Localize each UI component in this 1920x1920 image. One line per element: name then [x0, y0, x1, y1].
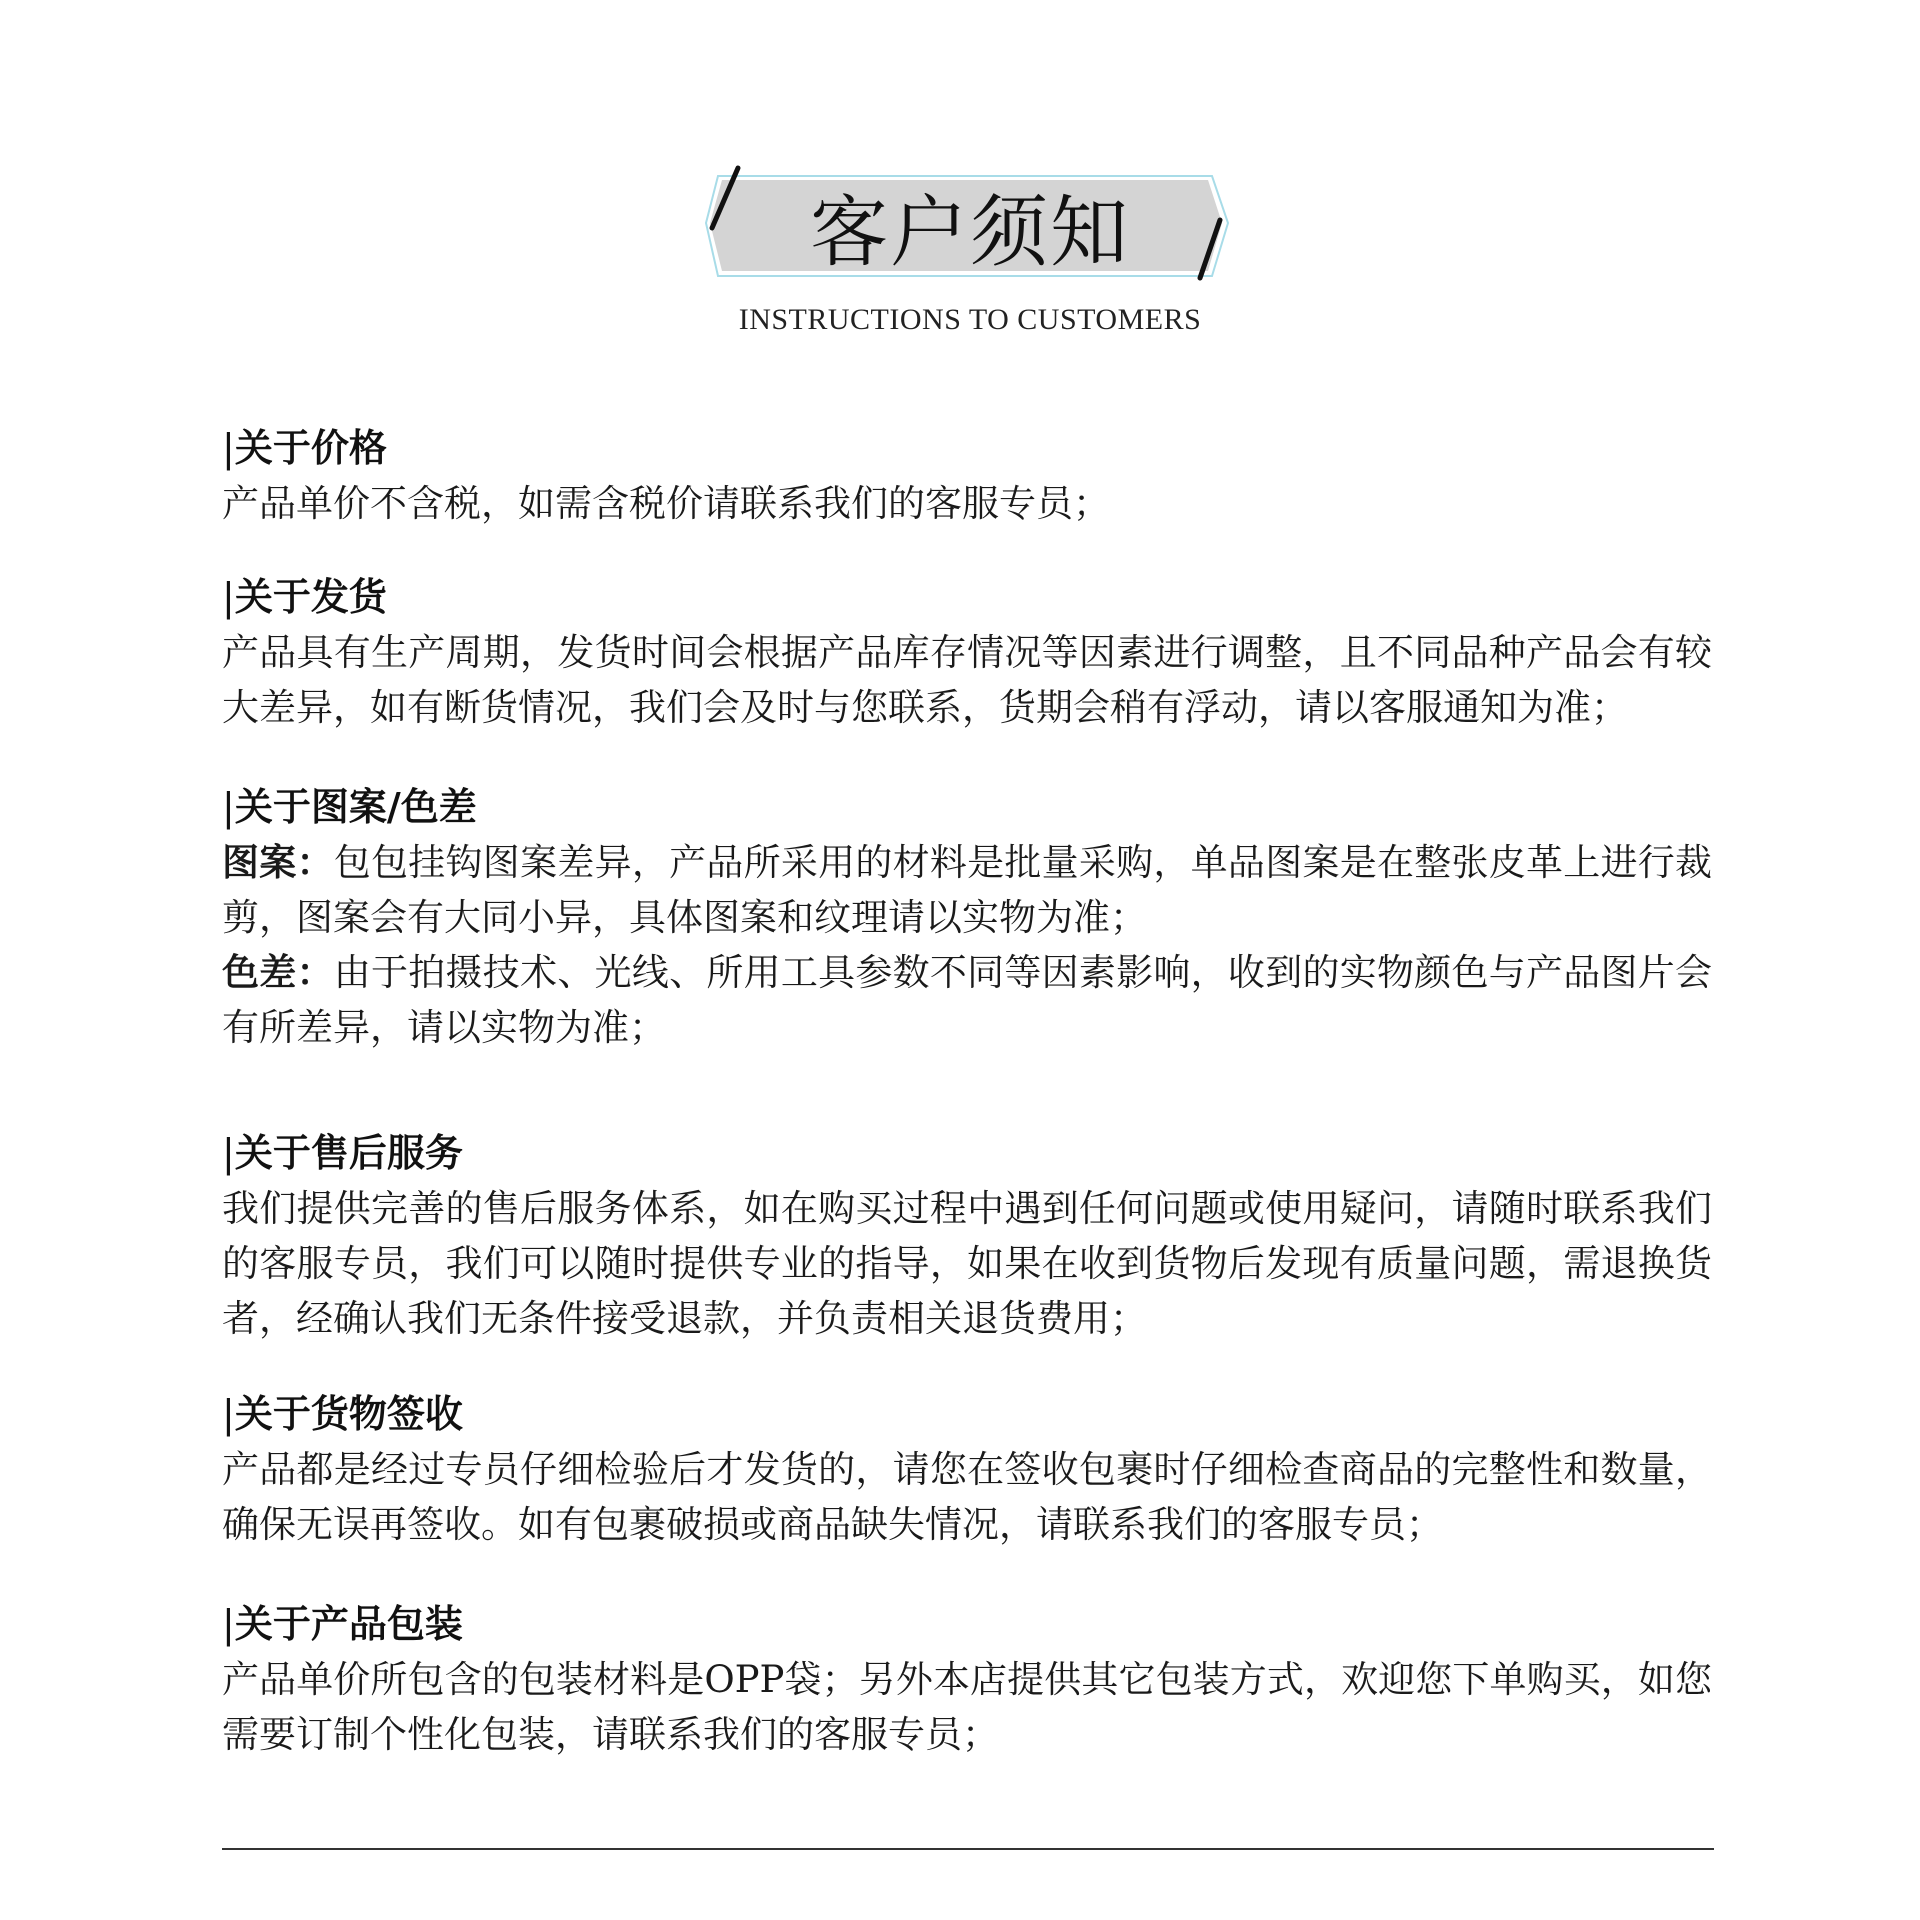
heading-bar: | [222, 426, 235, 470]
heading-text: 关于图案/色差 [234, 785, 477, 829]
section-pattern-color [222, 779, 1712, 1055]
page-title: 客户须知 [809, 188, 1130, 278]
item-label: 图案： [222, 841, 334, 884]
section-price [222, 420, 1712, 531]
section-paragraph: 产品单价不含税，如需含税价请联系我们的客服专员； [222, 482, 1110, 525]
heading-bar: | [222, 1392, 235, 1436]
section-heading [222, 1596, 1712, 1652]
section-heading [222, 779, 1712, 835]
section-paragraph: 产品单价所包含的包装材料是OPP袋；另外本店提供其它包装方式，欢迎您下单购买，如您需要订制个性化包装，请联系我们的客服专员； [222, 1658, 1712, 1756]
heading-text: 关于产品包装 [234, 1602, 463, 1646]
color-diff-item [222, 945, 1712, 1055]
section-heading [222, 569, 1712, 625]
page-subtitle: INSTRUCTIONS TO CUSTOMERS [738, 303, 1202, 336]
notice-content [222, 420, 1712, 1762]
section-paragraph: 产品都是经过专员仔细检验后才发货的，请您在签收包裹时仔细检查商品的完整性和数量，确保无误再签收。如有包裹破损或商品缺失情况，请联系我们的客服专员； [222, 1448, 1712, 1546]
section-heading [222, 1125, 1712, 1181]
heading-text: 关于发货 [234, 575, 387, 619]
section-heading [222, 1386, 1712, 1442]
item-text: 由于拍摄技术、光线、所用工具参数不同等因素影响，收到的实物颜色与产品图片会有所差异，请以实物为准； [222, 951, 1713, 1049]
section-heading [222, 420, 1712, 476]
item-text: 包包挂钩图案差异，产品所采用的材料是批量采购，单品图案是在整张皮革上进行裁剪，图案会有大同小异，具体图案和纹理请以实物为准； [222, 841, 1713, 939]
page-header [700, 158, 1240, 348]
heading-bar: | [222, 1131, 235, 1175]
section-receipt [222, 1386, 1712, 1552]
section-shipping [222, 569, 1712, 735]
heading-text: 关于售后服务 [234, 1131, 463, 1175]
heading-text: 关于价格 [234, 426, 387, 470]
section-packaging [222, 1596, 1712, 1762]
heading-bar: | [222, 1602, 235, 1646]
section-paragraph: 我们提供完善的售后服务体系，如在购买过程中遇到任何问题或使用疑问，请随时联系我们的客服专员，我们可以随时提供专业的指导，如果在收到货物后发现有质量问题，需退换货者，经确认我们无条件接受退款，并负责相关退货费用； [222, 1187, 1712, 1340]
pattern-item [222, 835, 1712, 945]
item-label: 色差： [222, 951, 334, 994]
bottom-divider [222, 1848, 1714, 1850]
section-after-sales [222, 1125, 1712, 1346]
heading-text: 关于货物签收 [234, 1392, 463, 1436]
heading-bar: | [222, 785, 235, 829]
heading-bar: | [222, 575, 235, 619]
section-paragraph: 产品具有生产周期，发货时间会根据产品库存情况等因素进行调整，且不同品种产品会有较大差异，如有断货情况，我们会及时与您联系，货期会稍有浮动，请以客服通知为准； [222, 631, 1712, 729]
